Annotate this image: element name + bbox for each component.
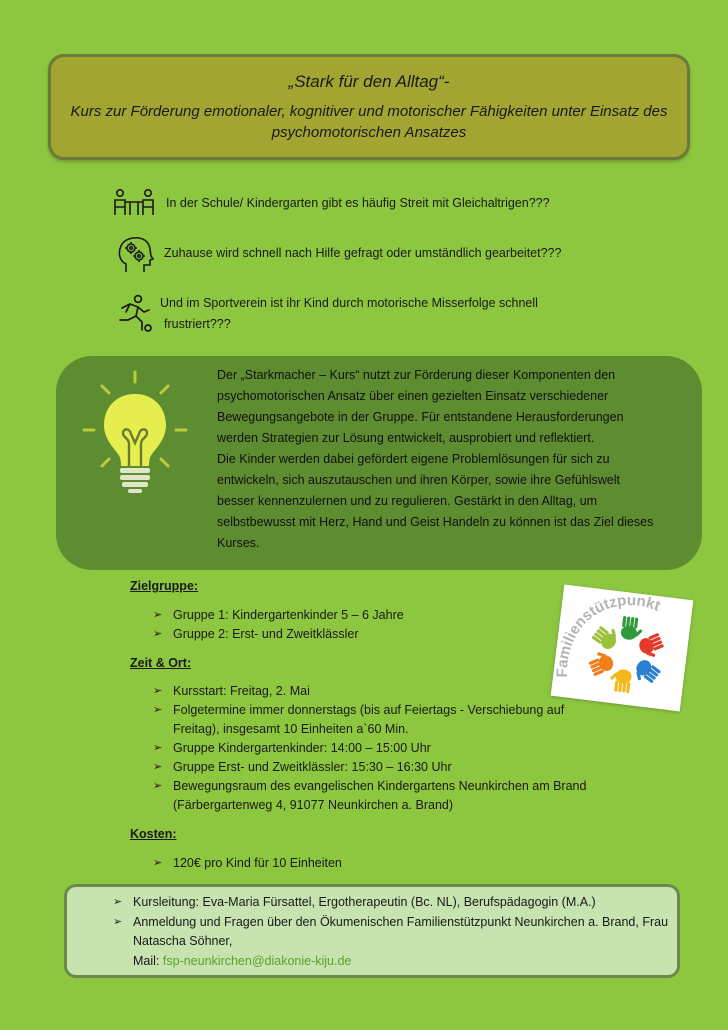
list-item: ➢ Gruppe 1: Kindergartenkinder 5 – 6 Jahre	[153, 606, 404, 625]
logo-hand	[608, 668, 632, 693]
logo-hand	[620, 616, 644, 641]
page-title: „Stark für den Alltag“-	[288, 72, 450, 91]
list-item: ➢ Kursstart: Freitag, 2. Mai	[153, 682, 633, 701]
course-leader: ➢ Kursleitung: Eva-Maria Fürsattel, Ergotherapeutin (Bc. NL), Berufspädagogin (M.A.)	[113, 893, 673, 913]
course-description-paragraph-1: Der „Starkmacher – Kurs“ nutzt zur Förderung dieser Komponenten den psychomotorischen Ansatz über einen gezielten Einsatz verschiedener Bewegungsangebote in der Gruppe. Für entstandene Herausforderungen werden Strategien zur Lösung entwickelt, ausprobiert und reflektiert.	[217, 368, 624, 445]
mail-link[interactable]: fsp-neunkirchen@diakonie-kiju.de	[162, 953, 352, 968]
familienstuetzpunkt-logo	[551, 584, 694, 711]
lightbulb-icon	[80, 368, 190, 498]
kosten-list	[153, 854, 342, 873]
list-item: ➢ Gruppe 2: Erst- und Zweitklässler	[153, 625, 404, 644]
list-item: ➢ 120€ pro Kind für 10 Einheiten	[153, 854, 342, 873]
logo-hand	[586, 648, 616, 677]
mail-label: Mail:	[133, 953, 160, 968]
course-description-paragraph-2: Die Kinder werden dabei gefördert eigene Problemlösungen für sich zu entwickeln, sich auszutauschen und ihren Körper, sowie ihre Gefühlswelt besser kennenzulernen und zu regulieren. Gestärkt in den Alltag, um selbstbewusst mit Herz, Hand und Geist Handeln zu können ist das Ziel dieses Kurses.	[217, 452, 654, 550]
children-at-table-icon	[112, 188, 156, 218]
logo-text: Familienstützpunkt	[553, 591, 663, 678]
question-2-text: Zuhause wird schnell nach Hilfe gefragt oder umständlich gearbeitet???	[164, 246, 562, 260]
kosten-heading: Kosten:	[130, 827, 177, 841]
logo-hands	[582, 612, 670, 697]
contact-box	[64, 884, 680, 978]
question-3-line-2: frustriert???	[164, 317, 231, 331]
contact-list	[113, 893, 673, 971]
title-banner	[48, 54, 690, 160]
list-item: ➢ Gruppe Erst- und Zweitklässler: 15:30 – 16:30 Uhr	[153, 758, 633, 777]
registration-info	[113, 913, 673, 972]
logo-hand	[637, 632, 667, 661]
zeit-ort-heading: Zeit & Ort:	[130, 656, 192, 670]
logo-graphic	[551, 584, 694, 711]
head-gears-icon	[116, 234, 154, 274]
zielgruppe-list	[153, 606, 404, 644]
question-1-text: In der Schule/ Kindergarten gibt es häufig Streit mit Gleichaltrigen???	[166, 196, 550, 210]
list-item: ➢ Folgetermine immer donnerstags (bis auf Feiertags - Verschiebung auf Freitag), insgesamt 10 Einheiten a`60 Min.	[153, 701, 573, 739]
list-item: ➢ Bewegungsraum des evangelischen Kindergartens Neunkirchen am Brand (Färbergartenweg 4, 91077 Neunkirchen a. Brand)	[153, 777, 633, 815]
registration-text: Anmeldung und Fragen über den Ökumenischen Familienstützpunkt Neunkirchen a. Brand, Frau Natascha Söhner,	[133, 914, 669, 948]
list-item: ➢ Gruppe Kindergartenkinder: 14:00 – 15:00 Uhr	[153, 739, 633, 758]
runner-ball-icon	[112, 294, 154, 334]
zeit-ort-list	[153, 682, 633, 815]
zielgruppe-heading: Zielgruppe:	[130, 579, 199, 593]
logo-hand	[591, 621, 622, 652]
page-subtitle: Kurs zur Förderung emotionaler, kognitiver und motorischer Fähigkeiten unter Einsatz des psychomotorischen Ansatzes	[70, 103, 668, 141]
logo-hand	[630, 657, 661, 688]
question-3-line-1: Und im Sportverein ist ihr Kind durch motorische Misserfolge schnell	[160, 296, 538, 310]
course-description	[217, 365, 657, 554]
